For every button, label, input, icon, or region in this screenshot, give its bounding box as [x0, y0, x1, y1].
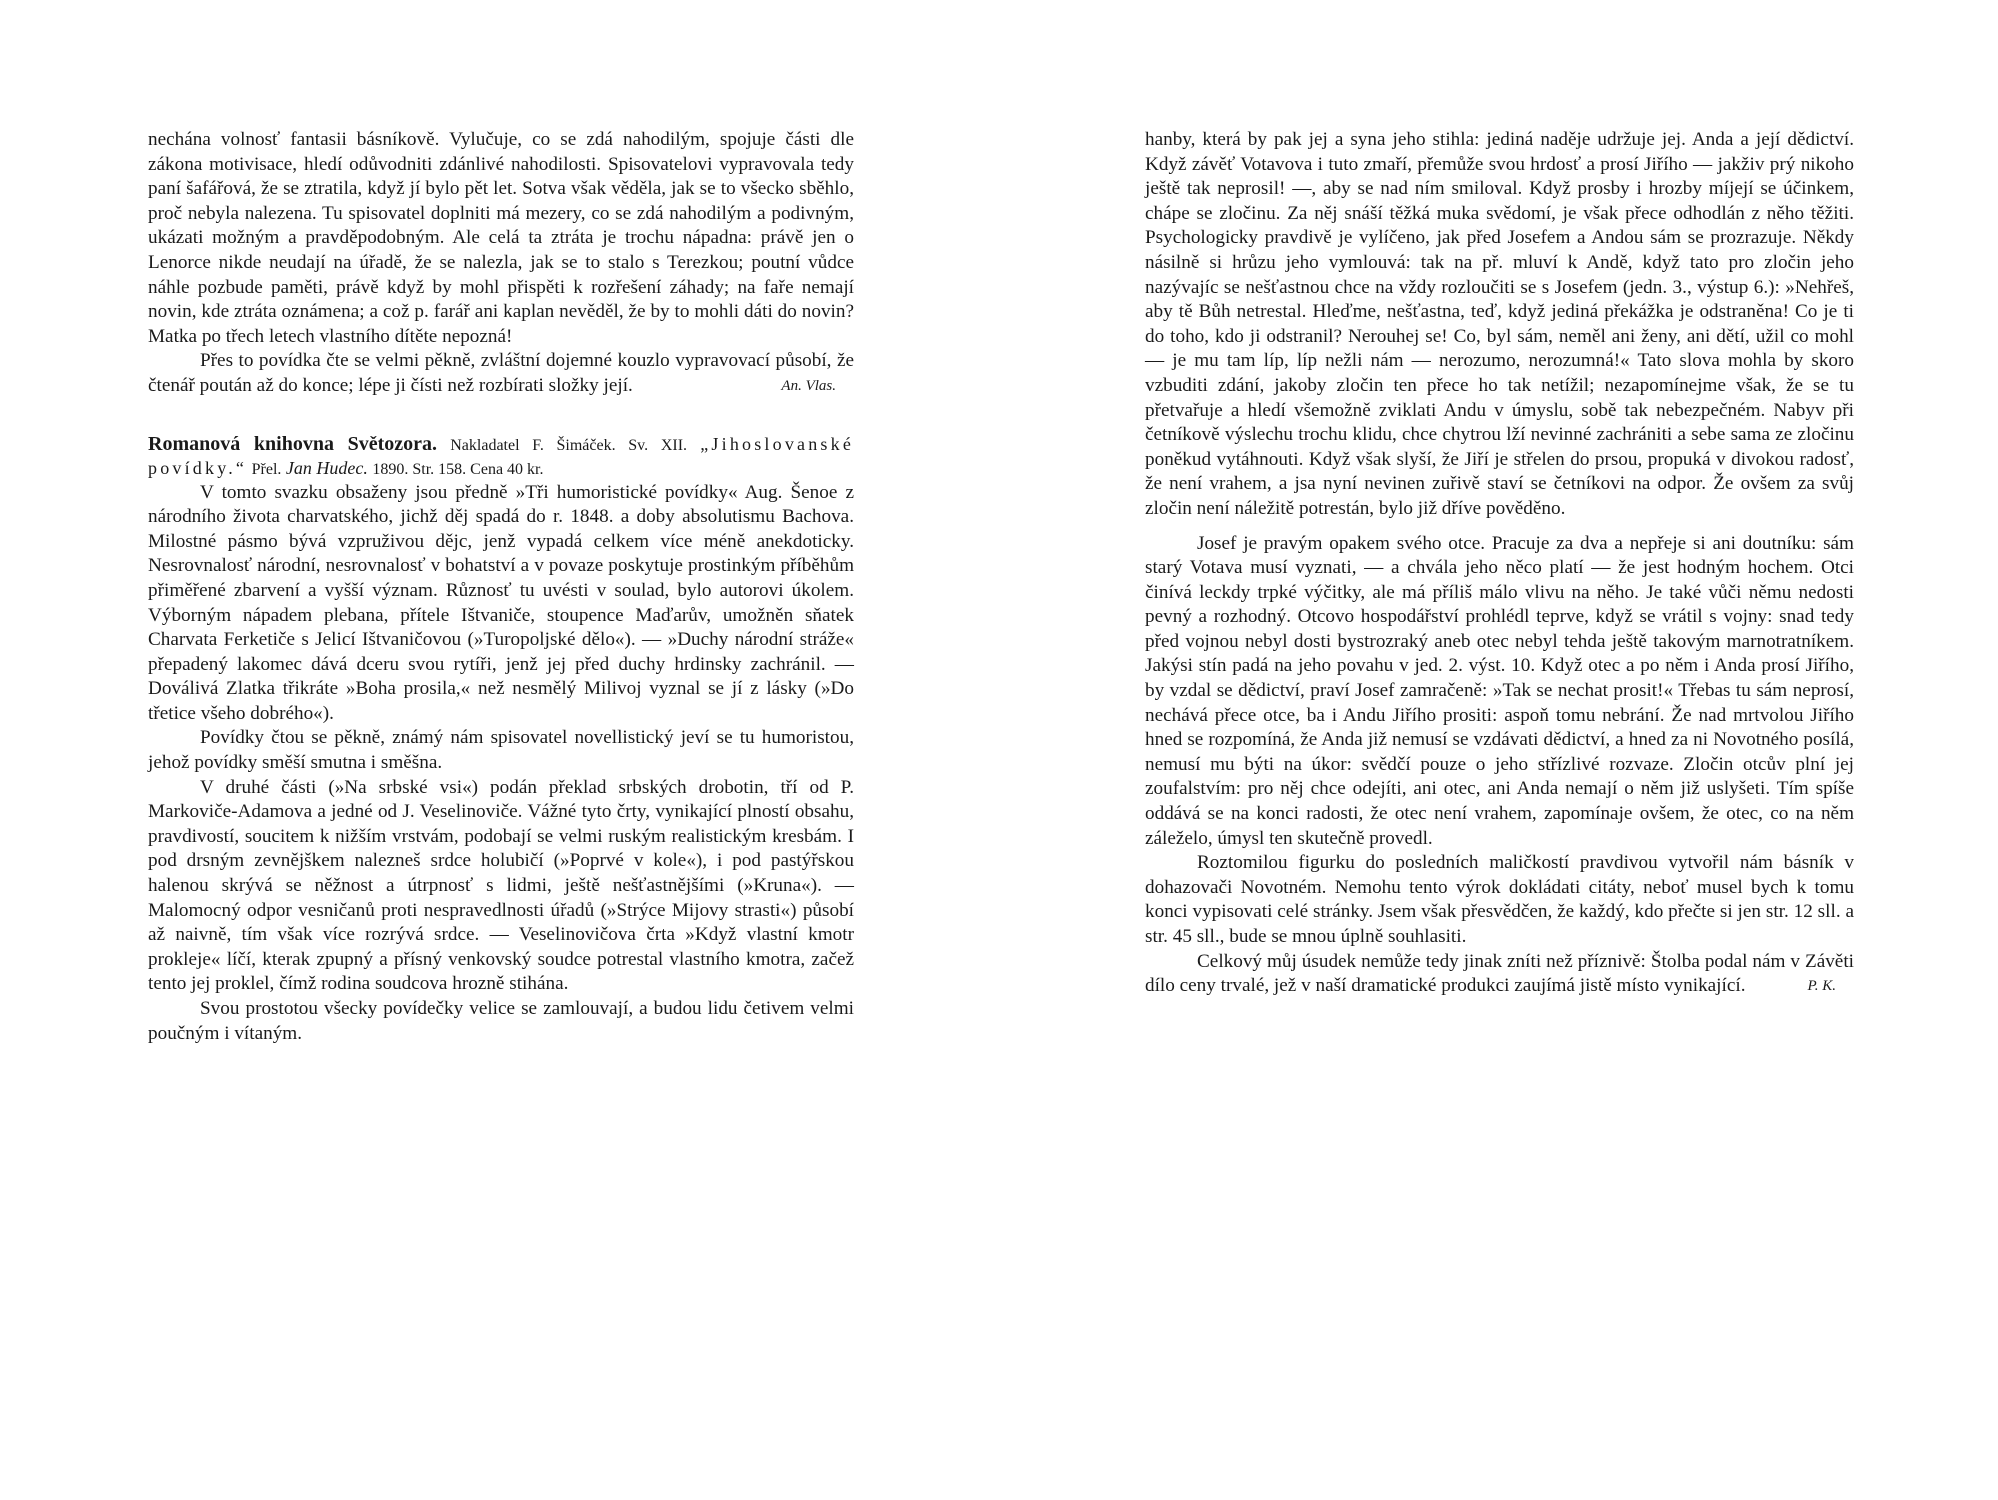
paragraph-with-signature	[148, 349, 854, 398]
signature: An. Vlas.	[781, 377, 836, 394]
review-publisher: Nakladatel F. Šimáček. Sv. XII.	[450, 436, 688, 454]
paragraph: Povídky čtou se pěkně, známý nám spisovatel novellistický jeví se tu humoristou, jehož povídky směší smutna i směšna.	[148, 727, 854, 774]
review-series-title: Romanová knihovna Světozora.	[148, 432, 438, 455]
paragraph: Josef je pravým opakem svého otce. Pracuje za dva a nepřeje si ani doutníku: sám starý Votava musí vyznati, — a chvála jeho něco platí — že jest hodným hochem. Otci činívá leckdy trpké výčitky, ale má příliš málo vlivu na něho. Je také vůči němu nedosti pevný a rozhodný. Otcovo hospodářství prohlédl teprve, když se vrátil s vojny: snad tedy před vojnou nebyl dosti bystrozraký aneb otec nebyl tehda ještě takovým marnotratníkem. Jakýsi stín padá na jeho povahu v jed. 2. výst. 10. Když otec a po něm i Anda prosí Jiřího, by vzdal se dědictví, praví Josef zamračeně: »Tak se nechat prosit!« Třebas tu sám neprosí, nechává přece otce, ba i Andu Jiřího prositi: aspoň tomu nebrání. Že nad mrtvolou Jiřího hned se rozpomíná, že Anda již nemusí se vzdávati dědictví, a hned za ni Novotného posílá, nemusí mu býti na úkor: svědčí pouze o jeho střízlivé rozvaze. Zločin otcův plní jej zoufalstvím: pro něj chce odejíti, ani otec, ani Anda nemají o něm již uslyšeti. Tím spíše oddává se na konci radosti, že otec není vrahem, zapomínaje ovšem, že otec, co na něm záleželo, úmysl ten skutečně provedl.	[1145, 532, 1854, 849]
paragraph: Roztomilou figurku do posledních maličkostí pravdivou vytvořil nám básník v dohazovači Novotném. Nemohu tento výrok dokládati citáty, neboť musel bych k tomu konci vypisovati celé stránky. Jsem však přesvědčen, že každý, kdo přečte si jen str. 12 sll. a str. 45 sll., bude se mnou úplně souhlasiti.	[1145, 852, 1854, 947]
review-heading	[148, 433, 854, 481]
review-book-title: „Jihoslovanské povídky.“	[148, 433, 855, 478]
right-page	[999, 0, 1998, 1500]
signature: P. K.	[1807, 978, 1836, 995]
paragraph: V tomto svazku obsaženy jsou předně »Tři humoristické povídky« Aug. Šenoe z národního života charvatského, jichž děj spadá do r. 1848. a doby absolutismu Bachova. Milostné pásmo bývá vzpruživou dějc, jenž vypadá celkem více méně anekdoticky. Nesrovnalosť národní, nesrovnalosť v bohatství a v povaze poskytuje prostinkým příběhům přiměřené zbarvení a vyšší význam. Různosť tu uvésti v soulad, bylo autorovi úkolem. Výborným nápadem plebana, přítele Ištvaniče, stoupence Maďarův, umožněn sňatek Charvata Ferketiče s Jelicí Ištvaničovou (»Turopoljské dělo«). — »Duchy národní stráže« přepadený lakomec dává dceru svou rytíři, jenž jej před duchy hrdinsky zachránil. — Doválivá Zlatka třikráte »Boha prosila,« než nesmělý Milivoj vyznal se jí z lásky (»Do třetice všeho dobrého«).	[148, 481, 854, 724]
review-details: 1890. Str. 158. Cena 40 kr.	[372, 460, 544, 478]
review-translator-prefix: Přel.	[251, 460, 282, 478]
paragraph: hanby, která by pak jej a syna jeho stihla: jediná naděje udržuje jej. Anda a její dědictví. Když závěť Votavova i tuto zmaří, přemůže svou hrdosť a prosí Jiřího — jakživ prý nikoho ještě tak neprosil! —, aby se nad ním smiloval. Když prosby i hrozby míjejí se účinkem, chápe se zločinu. Za něj snáší těžká muka svědomí, je však přece odhodlán z něho těžiti. Psychologicky pravdivě je vylíčeno, jak před Josefem a Andou sám se prozrazuje. Někdy násilně si hrůzu jeho vymlouvá: tak na př. mluví k Andě, když tato pro zločin jeho nazývajíc se nešťastnou chce na vždy rozloučiti se s Josefem (jedn. 3., výstup 6.): »Nehřeš, aby tě Bůh netrestal. Hleďme, nešťastna, teď, když jediná překážka je odstraněna! Co je ti do toho, kdo ji odstranil? Nerouhej se! Co, byl sám, neměl ani ženy, ani dětí, užil co mohl — je mu tam líp, líp nežli nám — nerozumo, nerozumná!« Tato slova mohla by skoro vzbuditi zdání, jakoby zločin ten přece ho tak netížil; nezapomínejme však, že se tu přetvařuje a hledí všemožně zviklati Andu v úmyslu, sobě tak nebezpečném. Nabyv při četníkově výslechu trochu klidu, chce chytrou lží nevinné zachrániti a sebe sama ze zločinu poněkud vytáhnouti. Když však slyší, že Jiří je střelen do prsou, propuká v divokou radosť, že není vrahem, a jsa nyní nevinen zuřivě staví se četníkovi na odpor. Že ovšem za svůj zločin není náležitě potrestán, bylo již dříve pověděno.	[1145, 129, 1854, 519]
right-text-column	[1145, 128, 1854, 999]
paragraph-text: Přes to povídka čte se velmi pěkně, zvláštní dojemné kouzlo vypravovací působí, že čtenář poután až do konce; lépe ji čísti než rozbírati složky její.	[148, 350, 854, 396]
paragraph: nechána volnosť fantasii básníkově. Vylučuje, co se zdá nahodilým, spojuje části dle zákona motivisace, hledí odůvodniti zdánlivé nahodilosti. Spisovatelovi vypravovala tedy paní šafářová, že se ztratila, když jí bylo pět let. Sotva však věděla, jak se to všecko sběhlo, proč nebyla nalezena. Tu spisovatel doplniti má mezery, co se zdá nahodilým a podivným, ukázati možným a pravděpodobným. Ale celá ta ztráta je trochu nápadna: právě jen o Lenorce nikde neudají na úřadě, že se nalezla, jak se to stalo s Terezkou; poutní vůdce náhle pozbude paměti, právě když by mohl přispěti k rozřešení záhady; na faře nemají novin, kde ztráta oznámena; a což p. farář ani kaplan nevěděl, že by to mohli dáti do novin? Matka po třech letech vlastního dítěte nepozná!	[148, 129, 854, 347]
paragraph-with-signature	[1145, 950, 1854, 999]
paragraph: Svou prostotou všecky povídečky velice se zamlouvají, a budou lidu četivem velmi poučným i vítaným.	[148, 998, 854, 1044]
paragraph-text: Celkový můj úsudek nemůže tedy jinak zníti než příznivě: Štolba podal nám v Závěti dílo ceny trvalé, jež v naší dramatické produkci zaujímá jistě místo vynikající.	[1145, 950, 1854, 997]
review-translator: Jan Hudec.	[285, 457, 368, 478]
left-text-column	[148, 128, 854, 1046]
paragraph: V druhé části (»Na srbské vsi«) podán překlad srbských drobotin, tří od P. Markoviče-Adamova a jedné od J. Veselinoviče. Vážné tyto črty, vynikající plností obsahu, pravdivostí, soucitem k nižším vrstvám, podobají se velmi ruským realistickým kresbám. I pod drsným zevnějškem nalezneš srdce holubičí (»Poprvé v kole«), i pod pastýřskou halenou skrývá se něžnost a útrpnosť s lidmi, ještě nešťastnějšími (»Kruna«). — Malomocný odpor vesničanů proti nespravedlnosti úřadů (»Strýce Mijovy strasti«) působí až naivně, tím však více rozrývá srdce. — Veselinovičova črta »Když vlastní kmotr prokleje« líčí, kterak zpupný a přísný venkovský soudce potrestal vlastního kmotra, začež tento jej proklel, čímž rodina soudcova hrozně stihána.	[148, 776, 854, 995]
